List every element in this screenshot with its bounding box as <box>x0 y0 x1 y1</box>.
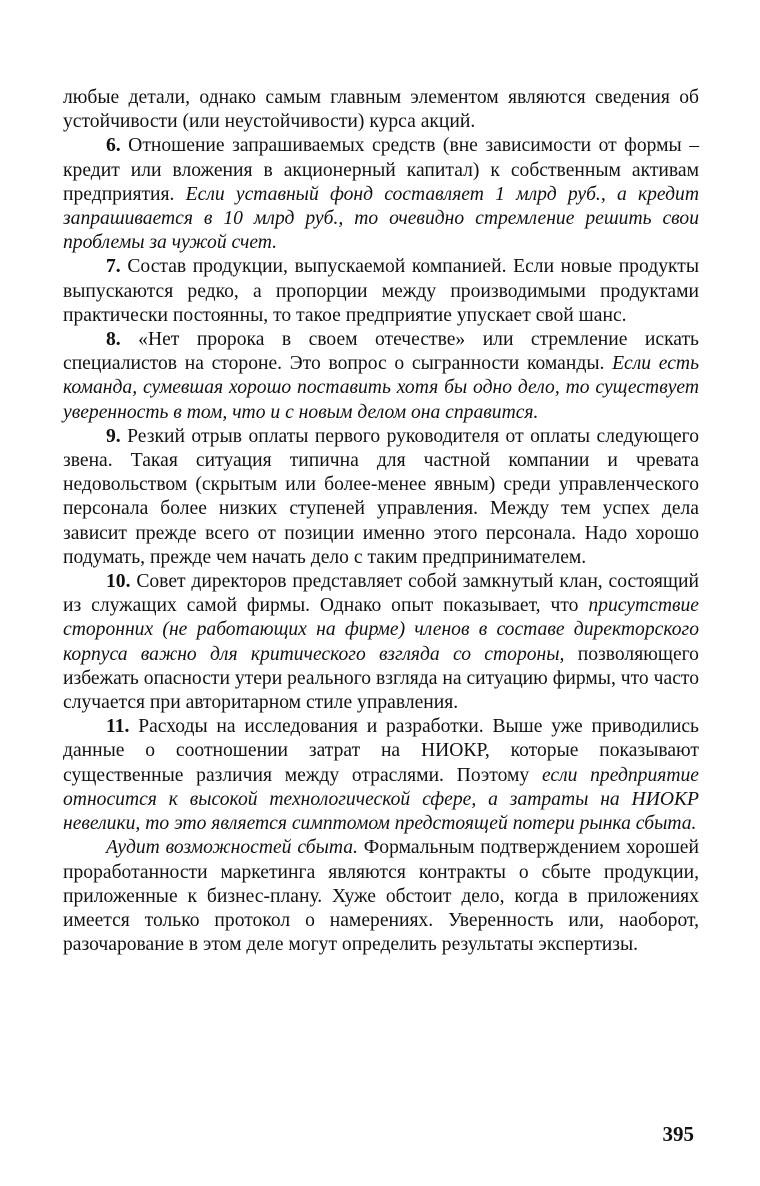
text-segment: позволяющего избежать опасности утери реального взгляда на ситуацию фирмы, что часто случается при авторитарном стиле управления. <box>63 643 699 714</box>
text-segment: Расходы на исследования и разработки. Выше уже приводились данные о соотношении затрат на НИОКР, которые показывают существенные различия между отраслями. Поэтому <box>63 716 699 786</box>
italic-text-segment: Аудит возможностей сбыта. <box>106 837 358 859</box>
item-number: 11. <box>106 716 130 738</box>
item-number: 7. <box>106 256 121 278</box>
item-number: 6. <box>106 135 121 157</box>
text-segment: Резкий отрыв оплаты первого руководителя от оплаты следующего звена. Такая ситуация типична для частной компании и чревата недовольством (скрытым или более-менее явным) среди управленческого персонала более низких ступеней управления. Между тем успех дела зависит прежде всего от позиции именно этого персонала. Надо хорошо подумать, прежде чем начать дело с таким предпринимателем. <box>63 425 699 568</box>
item-number: 10. <box>106 571 131 593</box>
italic-text-segment: Если есть команда, сумевшая хорошо поставить хотя бы одно дело, то существует уверенность в том, что и с новым делом она справится. <box>63 353 699 423</box>
page-number: 395 <box>662 1122 694 1146</box>
paragraph-item-8 <box>63 328 699 425</box>
text-segment: Отношение запрашиваемых средств (вне зависимости от формы – кредит или вложения в акционерный капитал) к собственным активам предприятия. <box>63 135 699 205</box>
paragraph-sales-audit <box>63 836 699 957</box>
paragraph-item-10 <box>63 570 699 715</box>
text-segment: Совет директоров представляет собой замкнутый клан, состоящий из служащих самой фирмы. Однако опыт показывает, что <box>63 571 699 617</box>
text-segment: «Нет пророка в своем отечестве» или стремление искать специалистов на стороне. Это вопрос о сыгранности команды. <box>63 329 699 375</box>
page-body <box>63 86 699 957</box>
italic-text-segment: если предприятие относится к высокой технологической сфере, а затраты на НИОКР невелики, то это является симптомом предстоящей потери рынка сбыта. <box>63 764 699 835</box>
paragraph-item-7 <box>63 255 699 328</box>
text-segment: Формальным подтверждением хорошей проработанности маркетинга являются контракты о сбыте продукции, приложенные к бизнес-плану. Хуже обстоит дело, когда в приложениях имеется только протокол о намерениях. Уверенность или, наоборот, разочарование в этом деле могут определить результаты экспертизы. <box>63 837 699 956</box>
paragraph-item-6 <box>63 134 699 255</box>
italic-text-segment: Если уставный фонд составляет 1 млрд руб., а кредит запрашивается в 10 млрд руб., то очевидно стремление решить свои проблемы за чужой счет. <box>63 183 699 254</box>
paragraph-continuation <box>63 86 699 134</box>
item-number: 9. <box>106 425 121 447</box>
italic-text-segment: присутствие сторонних (не работающих на фирме) членов в составе директорского корпуса важно для критического взгляда со стороны, <box>63 595 699 665</box>
item-number: 8. <box>106 329 121 351</box>
text-segment: Состав продукции, выпускаемой компанией. Если новые продукты выпускаются редко, а пропорции между производимыми продуктами практически постоянны, то такое предприятие упускает свой шанс. <box>63 256 699 326</box>
paragraph-item-11 <box>63 715 699 836</box>
paragraph-item-9 <box>63 425 699 570</box>
text-segment: любые детали, однако самым главным элементом являются сведения об устойчивости (или неустойчивости) курса акций. <box>63 87 699 133</box>
